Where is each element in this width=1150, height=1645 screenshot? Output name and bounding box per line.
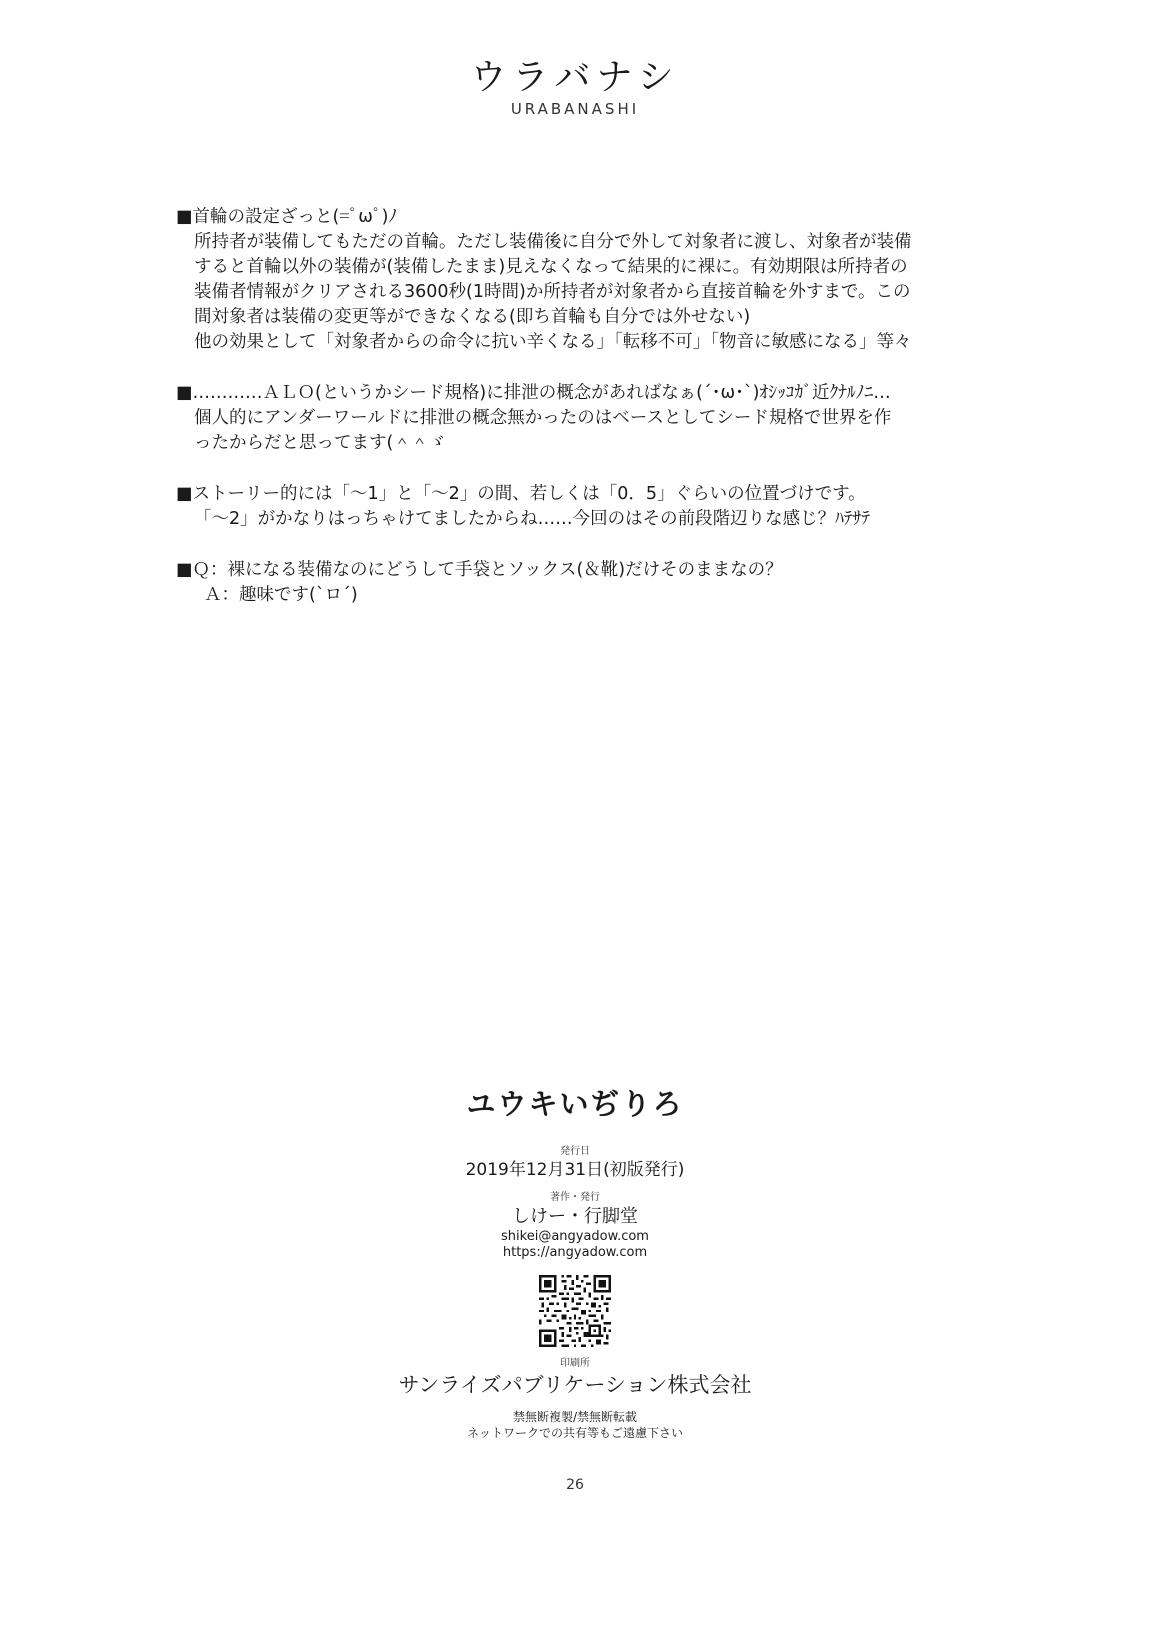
note-alo: [176, 381, 936, 456]
colophon: [0, 1082, 1150, 1441]
note-line: ■Ｑ：裸になる装備なのにどうして手袋とソックス(＆靴)だけそのままなの？: [176, 560, 783, 580]
author-name: しけー・行脚堂: [512, 1206, 638, 1227]
author-label: 著作・発行: [550, 1192, 600, 1203]
note-line: ったからだと思ってます(＾＾ゞ: [194, 433, 446, 453]
note-line: 「～2」がかなりはっちゃけてましたからね……今回のはその前段階辺りな感じ？ﾊﾃｻﾃ: [194, 509, 871, 529]
printer-name: サンライズパブリケーション株式会社: [398, 1373, 752, 1397]
note-line: 装備者情報がクリアされる3600秒(1時間)か所持者が対象者から直接首輪を外すまで。この: [194, 282, 911, 302]
note-line: すると首輪以外の装備が(装備したまま)見えなくなって結果的に裸に。有効期限は所持者の: [194, 257, 908, 277]
note-collar: [176, 205, 936, 355]
qr-code-icon: [539, 1275, 611, 1347]
section-title: ウラバナシ: [470, 57, 680, 98]
author-email: shikei@angyadow.com: [501, 1229, 649, 1244]
note-story: [176, 482, 936, 532]
page-header: [0, 58, 1150, 118]
issue-date-label: 発行日: [560, 1146, 590, 1157]
sharing-notice: ネットワークでの共有等もご遠慮下さい: [466, 1426, 683, 1440]
note-line: ■…………ＡＬＯ(というかシード規格)に排泄の概念があればなぁ(´･ω･`)ｵｼｯｺｶﾞ近ｸﾅﾙﾉﾆ…: [176, 383, 891, 403]
note-qa: [176, 558, 936, 608]
issue-date: 2019年12月31日(初版発行): [465, 1160, 685, 1180]
page-number: 26: [566, 1477, 584, 1493]
note-line: 他の効果として「対象者からの命令に抗い辛くなる」「転移不可」「物音に敏感になる」等々: [194, 332, 912, 352]
printer-label: 印刷所: [560, 1358, 590, 1369]
note-line: Ａ：趣味です(`ロ´): [204, 585, 358, 605]
note-line: ■首輪の設定ざっと(=ﾟωﾟ)ﾉ: [176, 207, 398, 227]
note-line: 間対象者は装備の変更等ができなくなる(即ち首輪も自分では外せない): [194, 307, 751, 327]
book-title: ユウキいぢりろ: [466, 1087, 684, 1121]
afterword-notes: [176, 205, 936, 634]
note-line: 所持者が装備してもただの首輪。ただし装備後に自分で外して対象者に渡し、対象者が装備: [194, 232, 912, 252]
section-subtitle: URABANASHI: [510, 99, 640, 118]
note-line: 個人的にアンダーワールドに排泄の概念無かったのはベースとしてシード規格で世界を作: [194, 408, 892, 428]
copyright-notice: 禁無断複製/禁無断転載: [512, 1410, 638, 1424]
note-line: ■ストーリー的には「～1」と「～2」の間、若しくは「0．5」ぐらいの位置づけです。: [176, 484, 866, 504]
author-url: https://angyadow.com: [502, 1245, 648, 1260]
